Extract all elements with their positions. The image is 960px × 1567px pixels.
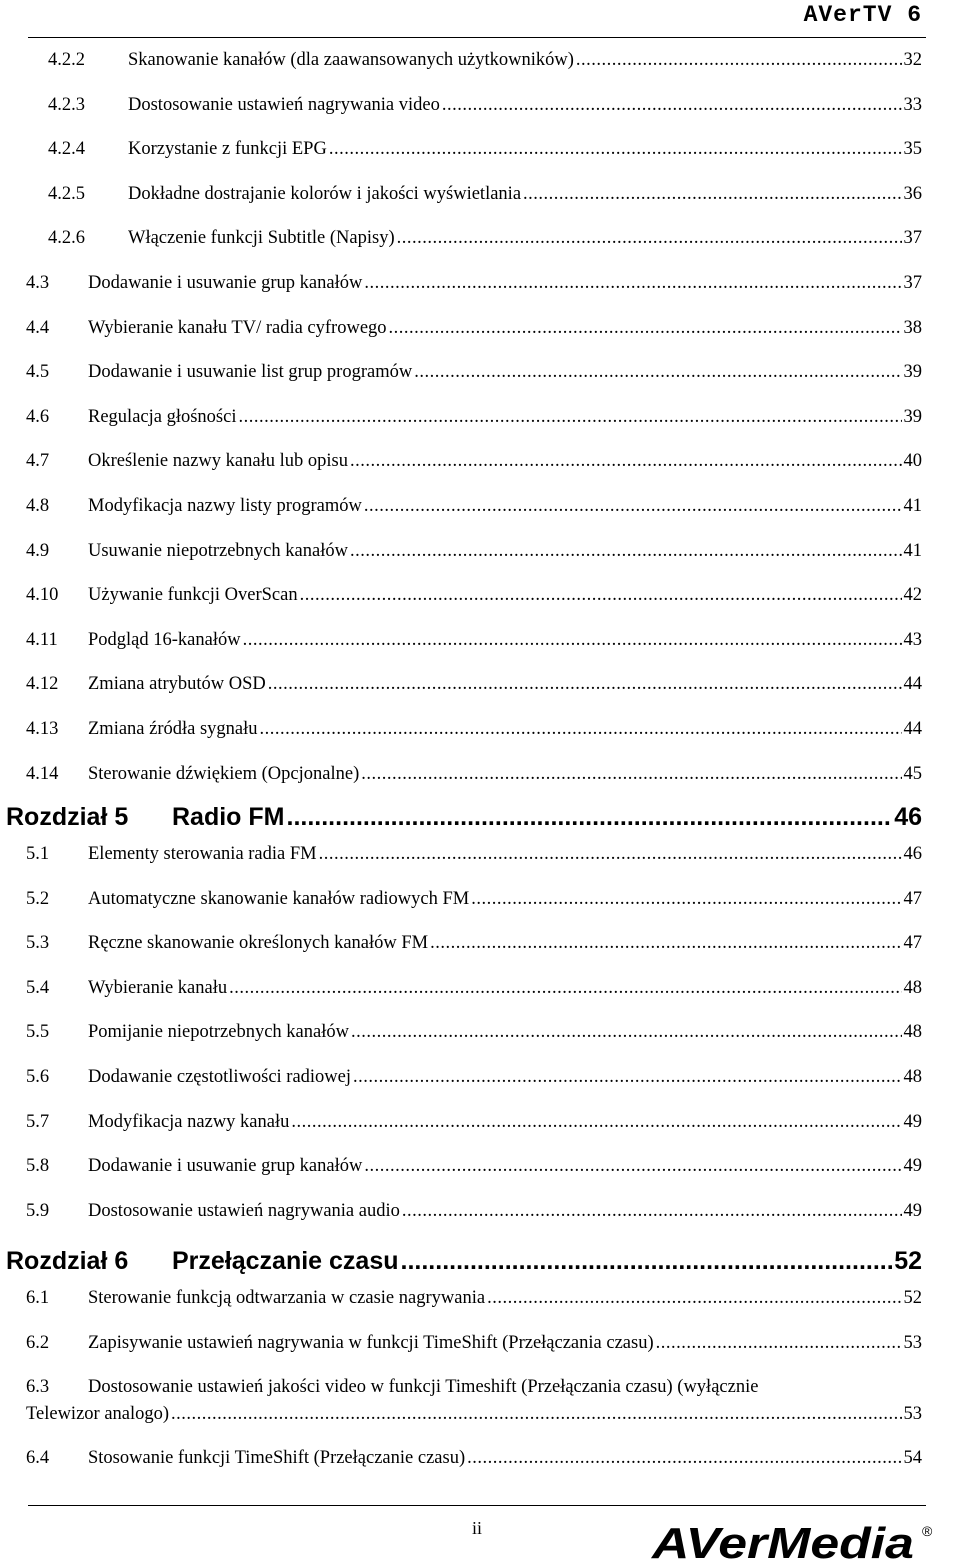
section-number: 4.8 — [26, 496, 50, 516]
dot-leader — [402, 1199, 902, 1223]
page-ref: 52 — [894, 1247, 922, 1275]
section-title: Sterowanie funkcją odtwarzania w czasie nagrywania — [88, 1288, 486, 1308]
section-title: Regulacja głośności — [88, 407, 237, 427]
page-ref: 54 — [903, 1448, 922, 1468]
dot-leader — [430, 931, 901, 955]
dot-leader — [576, 48, 902, 72]
section-title-continued: Telewizor analogo) — [26, 1404, 170, 1424]
section-number: 4.6 — [26, 407, 50, 427]
section-number: 5.1 — [26, 844, 50, 864]
dot-leader — [287, 802, 893, 832]
page-ref: 33 — [903, 95, 922, 115]
section-number: 4.11 — [26, 630, 58, 650]
dot-leader — [364, 271, 901, 295]
avermedia-logo — [650, 1518, 940, 1564]
toc-entry[interactable] — [26, 976, 922, 1002]
section-number: 4.5 — [26, 362, 50, 382]
toc-entry[interactable] — [26, 1065, 922, 1091]
section-title: Elementy sterowania radia FM — [88, 844, 317, 864]
page-ref: 32 — [903, 50, 922, 70]
section-title: Dostosowanie ustawień nagrywania audio — [88, 1201, 400, 1221]
section-number: 5.8 — [26, 1156, 50, 1176]
dot-leader — [319, 842, 902, 866]
toc-entry[interactable] — [26, 1199, 922, 1225]
dot-leader — [414, 360, 901, 384]
page-ref: 53 — [903, 1404, 922, 1424]
page-ref: 36 — [903, 184, 922, 204]
dot-leader — [171, 1401, 901, 1428]
toc-entry[interactable] — [26, 717, 922, 743]
toc-entry[interactable] — [26, 494, 922, 520]
section-number: 4.10 — [26, 585, 59, 605]
section-title: Dodawanie i usuwanie grup kanałów — [88, 1156, 363, 1176]
dot-leader — [467, 1446, 901, 1470]
section-number: 6.3 — [26, 1377, 50, 1397]
toc-entry[interactable] — [26, 405, 922, 431]
section-title: Używanie funkcji OverScan — [88, 585, 298, 605]
section-title: Stosowanie funkcji TimeShift (Przełączanie czasu) — [88, 1448, 466, 1468]
page-ref: 42 — [903, 585, 922, 605]
section-number: 5.4 — [26, 978, 50, 998]
toc-entry[interactable] — [48, 182, 922, 208]
toc-entry[interactable] — [26, 1286, 922, 1312]
page-ref: 41 — [903, 496, 922, 516]
dot-leader — [361, 762, 901, 786]
page-ref: 47 — [903, 933, 922, 953]
section-number: 4.2.4 — [48, 139, 85, 159]
dot-leader — [389, 316, 902, 340]
toc-entry[interactable] — [26, 762, 922, 788]
toc-entry[interactable] — [26, 1154, 922, 1180]
section-title: Automatyczne skanowanie kanałów radiowych FM — [88, 889, 470, 909]
section-title: Pomijanie niepotrzebnych kanałów — [88, 1022, 349, 1042]
dot-leader — [487, 1286, 901, 1310]
toc-entry[interactable] — [26, 360, 922, 386]
dot-leader — [329, 137, 902, 161]
section-title: Wybieranie kanału TV/ radia cyfrowego — [88, 318, 387, 338]
chapter-number: Rozdział 6 — [6, 1247, 129, 1275]
section-title: Modyfikacja nazwy kanału — [88, 1112, 290, 1132]
dot-leader — [656, 1331, 902, 1355]
section-title: Ręczne skanowanie określonych kanałów FM — [88, 933, 429, 953]
logo-wordmark: AVerMedia — [650, 1519, 914, 1564]
section-number: 6.1 — [26, 1288, 50, 1308]
page-ref: 49 — [903, 1201, 922, 1221]
page-ref: 48 — [903, 1067, 922, 1087]
page-ref: 47 — [903, 889, 922, 909]
page-number: ii — [472, 1518, 483, 1538]
section-title: Dostosowanie ustawień jakości video w funkcji Timeshift (Przełączania czasu) (wyłącznie — [88, 1377, 759, 1397]
toc-entry[interactable] — [26, 672, 922, 698]
section-number: 4.4 — [26, 318, 50, 338]
footer-divider — [28, 1505, 926, 1506]
toc-entry[interactable] — [26, 1446, 922, 1472]
section-title: Wybieranie kanału — [88, 978, 228, 998]
dot-leader — [397, 226, 902, 250]
chapter-title: Radio FM — [172, 803, 285, 831]
dot-leader — [442, 93, 902, 117]
toc-entry[interactable] — [26, 628, 922, 654]
section-title: Usuwanie niepotrzebnych kanałów — [88, 541, 348, 561]
toc-entry[interactable] — [26, 316, 922, 342]
section-title: Dostosowanie ustawień nagrywania video — [128, 95, 440, 115]
dot-leader — [523, 182, 901, 206]
section-number: 5.9 — [26, 1201, 50, 1221]
dot-leader — [238, 405, 901, 429]
chapter-heading[interactable] — [6, 1246, 922, 1278]
section-number: 4.14 — [26, 764, 59, 784]
section-number: 4.2.6 — [48, 228, 85, 248]
toc-entry[interactable] — [26, 1020, 922, 1046]
toc-entry[interactable] — [26, 1110, 922, 1136]
page-ref: 43 — [903, 630, 922, 650]
page-ref: 52 — [903, 1288, 922, 1308]
page-ref: 38 — [903, 318, 922, 338]
section-title: Zmiana źródła sygnału — [88, 719, 258, 739]
section-number: 5.6 — [26, 1067, 50, 1087]
page-ref: 37 — [903, 273, 922, 293]
toc-entry[interactable] — [48, 48, 922, 74]
page-ref: 39 — [903, 407, 922, 427]
page-ref: 46 — [903, 844, 922, 864]
toc-entry[interactable] — [26, 842, 922, 868]
page-ref: 39 — [903, 362, 922, 382]
dot-leader — [229, 976, 901, 1000]
page-ref: 44 — [903, 719, 922, 739]
section-title: Skanowanie kanałów (dla zaawansowanych użytkowników) — [128, 50, 574, 70]
section-title: Włączenie funkcji Subtitle (Napisy) — [128, 228, 395, 248]
section-title: Zapisywanie ustawień nagrywania w funkcji TimeShift (Przełączania czasu) — [88, 1333, 654, 1353]
section-number: 6.4 — [26, 1448, 50, 1468]
dot-leader — [364, 494, 902, 518]
page-ref: 49 — [903, 1156, 922, 1176]
dot-leader — [243, 628, 902, 652]
section-title: Zmiana atrybutów OSD — [88, 674, 266, 694]
section-number: 5.3 — [26, 933, 50, 953]
section-number: 4.3 — [26, 273, 50, 293]
section-title: Sterowanie dźwiękiem (Opcjonalne) — [88, 764, 360, 784]
page-ref: 40 — [903, 451, 922, 471]
page-ref: 41 — [903, 541, 922, 561]
page-ref: 37 — [903, 228, 922, 248]
page-ref: 49 — [903, 1112, 922, 1132]
section-number: 5.5 — [26, 1022, 50, 1042]
section-number: 4.2.3 — [48, 95, 85, 115]
section-number: 4.7 — [26, 451, 50, 471]
chapter-title: Przełączanie czasu — [172, 1247, 399, 1275]
dot-leader — [268, 672, 902, 696]
section-number: 4.9 — [26, 541, 50, 561]
dot-leader — [351, 1020, 902, 1044]
section-number: 4.2.5 — [48, 184, 85, 204]
chapter-heading[interactable] — [6, 802, 922, 834]
section-title: Dodawanie i usuwanie list grup programów — [88, 362, 413, 382]
dot-leader — [471, 887, 901, 911]
page-ref: 35 — [903, 139, 922, 159]
section-number: 5.2 — [26, 889, 50, 909]
toc-entry[interactable] — [48, 226, 922, 252]
page-ref: 44 — [903, 674, 922, 694]
section-number: 6.2 — [26, 1333, 50, 1353]
toc-entry[interactable] — [26, 1331, 922, 1357]
section-number: 5.7 — [26, 1112, 50, 1132]
toc-entry[interactable] — [26, 271, 922, 297]
section-title: Dokładne dostrajanie kolorów i jakości wyświetlania — [128, 184, 522, 204]
toc-entry[interactable] — [48, 93, 922, 119]
section-title: Dodawanie częstotliwości radiowej — [88, 1067, 352, 1087]
toc-entry[interactable] — [48, 137, 922, 163]
dot-leader — [401, 1246, 893, 1276]
section-title: Dodawanie i usuwanie grup kanałów — [88, 273, 363, 293]
toc-entry[interactable] — [26, 539, 922, 565]
section-title: Określenie nazwy kanału lub opisu — [88, 451, 348, 471]
section-title: Korzystanie z funkcji EPG — [128, 139, 327, 159]
section-number: 4.12 — [26, 674, 59, 694]
section-title: Podgląd 16-kanałów — [88, 630, 241, 650]
toc-entry[interactable] — [26, 931, 922, 957]
toc-entry[interactable] — [26, 449, 922, 475]
registered-mark: ® — [922, 1523, 933, 1539]
toc-entry[interactable] — [26, 1374, 922, 1428]
toc-entry[interactable] — [26, 583, 922, 609]
page-ref: 53 — [903, 1333, 922, 1353]
toc-entry[interactable] — [26, 887, 922, 913]
dot-leader — [353, 1065, 901, 1089]
document-header-title: AVerTV 6 — [803, 2, 922, 28]
page-ref: 48 — [903, 978, 922, 998]
dot-leader — [260, 717, 902, 741]
dot-leader — [300, 583, 902, 607]
page-ref: 48 — [903, 1022, 922, 1042]
dot-leader — [364, 1154, 901, 1178]
dot-leader — [291, 1110, 901, 1134]
dot-leader — [350, 539, 902, 563]
section-number: 4.2.2 — [48, 50, 85, 70]
page-ref: 45 — [903, 764, 922, 784]
section-number: 4.13 — [26, 719, 59, 739]
page-ref: 46 — [894, 803, 922, 831]
section-title: Modyfikacja nazwy listy programów — [88, 496, 362, 516]
dot-leader — [350, 449, 902, 473]
chapter-number: Rozdział 5 — [6, 803, 129, 831]
